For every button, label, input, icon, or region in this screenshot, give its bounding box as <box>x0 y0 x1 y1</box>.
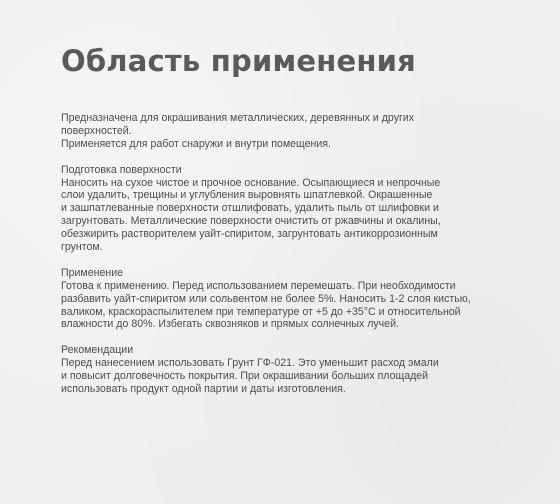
section-recommendations <box>61 344 511 396</box>
section-application <box>61 267 511 332</box>
section-heading: Применение <box>61 266 124 279</box>
intro-text: Предназначена для окрашивания металлических, деревянных и других поверхностей. Применяется для работ снаружи и внутри помещения. <box>61 112 415 150</box>
section-text: Готова к применению. Перед использованием перемешать. При необходимости разбавить уайт-спиритом или сольвентом не более 5%. Наносить 1-2 слоя кистью, вaликом, краскораспылителем при температуре от +5 до +35°С и относительной влажности до 80%. Избегать сквозняков и прямых солнечных лучей. <box>61 279 471 331</box>
section-heading: Подготовка поверхности <box>61 163 182 176</box>
section-text: Наносить на сухое чистое и прочное основание. Осыпающиеся и непрочные слои удалить, трещины и углубления выровнять шпатлевкой. Окрашенные и зашпатлеванные поверхности отшлифовать, удалить пыль от шлифовки и загрунтовать. Металлические поверхности очистить от ржавчины и окалины, обезжирить растворителем уайт-спиритом, загрунтовать антикоррозионным грунтом. <box>61 176 441 254</box>
section-heading: Рекомендации <box>61 344 134 357</box>
section-surface-preparation <box>61 164 511 254</box>
page-title: Область применения <box>61 44 416 78</box>
section-text: Перед нанесением использовать Грунт ГФ-021. Это уменьшит расход эмали и повысит долговечность покрытия. При окрашивании больших площадей использовать продукт одной партии и даты изготовления. <box>61 357 439 395</box>
content <box>61 112 511 396</box>
